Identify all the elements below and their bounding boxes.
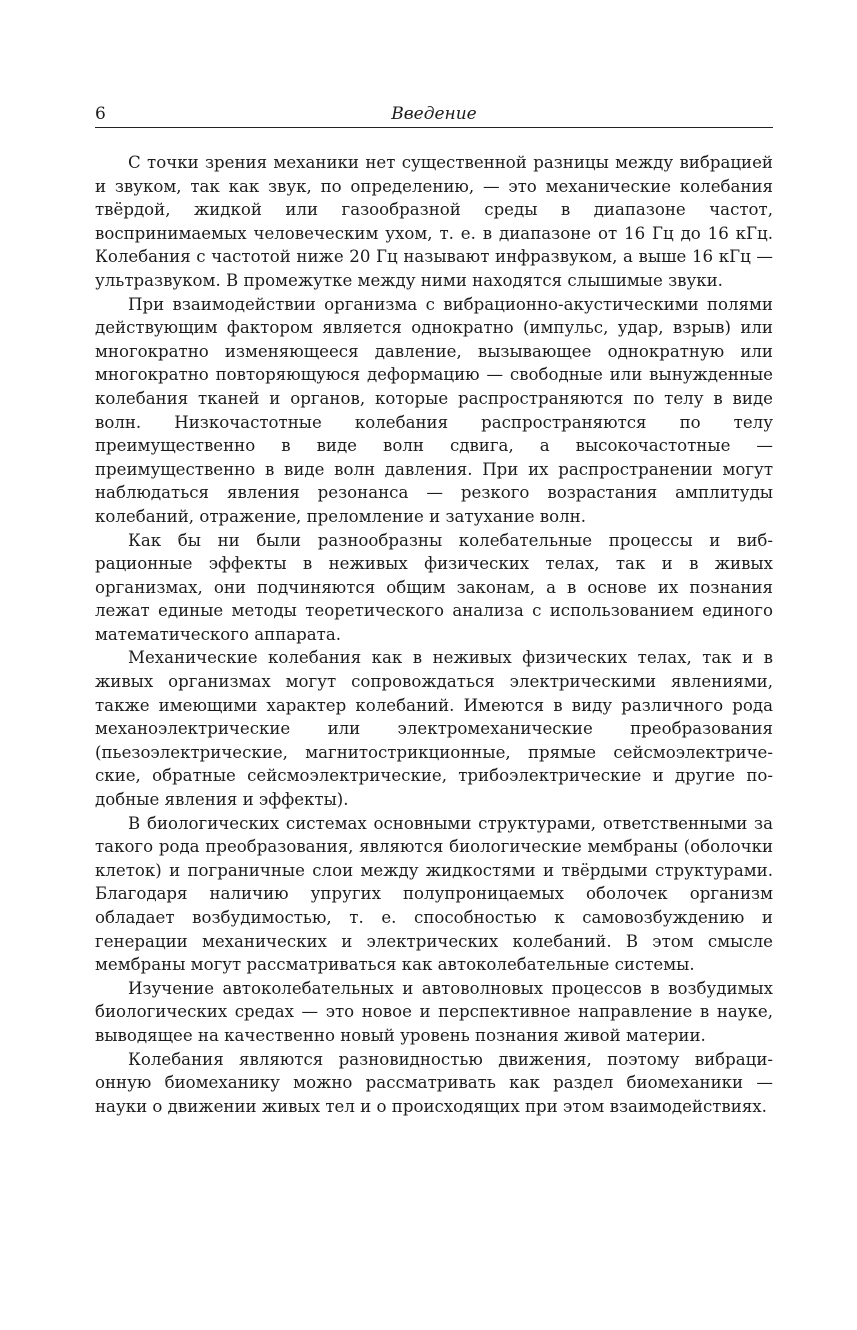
paragraph: Как бы ни были разнообразны колебательные процессы и вибрационные эффекты в неживых физических телах, так и в живых организмах, они подчиняются общим законам, а в основе их познания лежат единые методы теоретического анализа с использованием единого математического аппарата. — [95, 530, 773, 644]
page-number: 6 — [95, 104, 106, 124]
page-header — [95, 100, 773, 128]
paragraph: Колебания являются разновидностью движения, поэтому вибрационную биомеханику можно рассматривать как раздел биомеханики — науки о движении живых тел и о происходящих при этом взаимодействиях. — [95, 1049, 773, 1116]
body-text — [95, 151, 773, 1118]
book-page — [95, 100, 773, 1118]
running-title: Введение — [391, 104, 477, 124]
paragraph: С точки зрения механики нет существенной разницы между вибрацией и звуком, так как звук, по определению, — это механические колебания твёрдой, жидкой или газообразной среды в диапазоне частот, воспринимаемых человеческим ухом, т. е. в диапазоне от 16 Гц до 16 кГц. Колебания с частотой ниже 20 Гц называют инфразвуком, а выше 16 кГц — ультразвуком. В промежутке между ними находятся слышимые звуки. — [95, 153, 773, 290]
paragraph: В биологических системах основными структурами, ответственными за такого рода преобразования, являются биологические мембраны (оболочки клеток) и пограничные слои между жидкостями и твёрдыми структурами. Благодаря наличию упругих полупроницаемых оболочек организм обладает возбудимостью, т. е. способностью к самовозбуждению и генерации механических и электрических колебаний. В этом смысле мембраны могут рассматриваться как автоколебательные системы. — [95, 813, 773, 975]
paragraph: При взаимодействии организма с вибрационно-акустическими полями действующим фактором является однократно (импульс, удар, взрыв) или многократно изменяющееся давление, вызывающее однократную или многократно повторяющуюся деформацию — свободные или вынужденные колебания тканей и органов, которые распространяются по телу в виде волн. Низкочастотные колебания распространяются по телу преимущественно в виде волн сдвига, а высокочастотные — преимущественно в виде волн давления. При их распространении могут наблюдаться явления резонанса — резкого возрастания амплитуды колебаний, отражение, преломление и затухание волн. — [95, 294, 773, 526]
paragraph: Изучение автоколебательных и автоволновых процессов в возбудимых биологических средах — это новое и перспективное направление в науке, выводящее на качественно новый уровень познания живой материи. — [95, 978, 773, 1045]
paragraph: Механические колебания как в неживых физических телах, так и в живых организмах могут сопровождаться электрическими явлениями, также имеющими характер колебаний. Имеются в виду различного рода механоэлектрические или электромеханические преобразования (пьезоэлектрические, магнитострикционные, прямые сейсмоэлектрические, обратные сейсмоэлектрические, трибоэлектрические и другие подобные явления и эффекты). — [95, 648, 773, 810]
